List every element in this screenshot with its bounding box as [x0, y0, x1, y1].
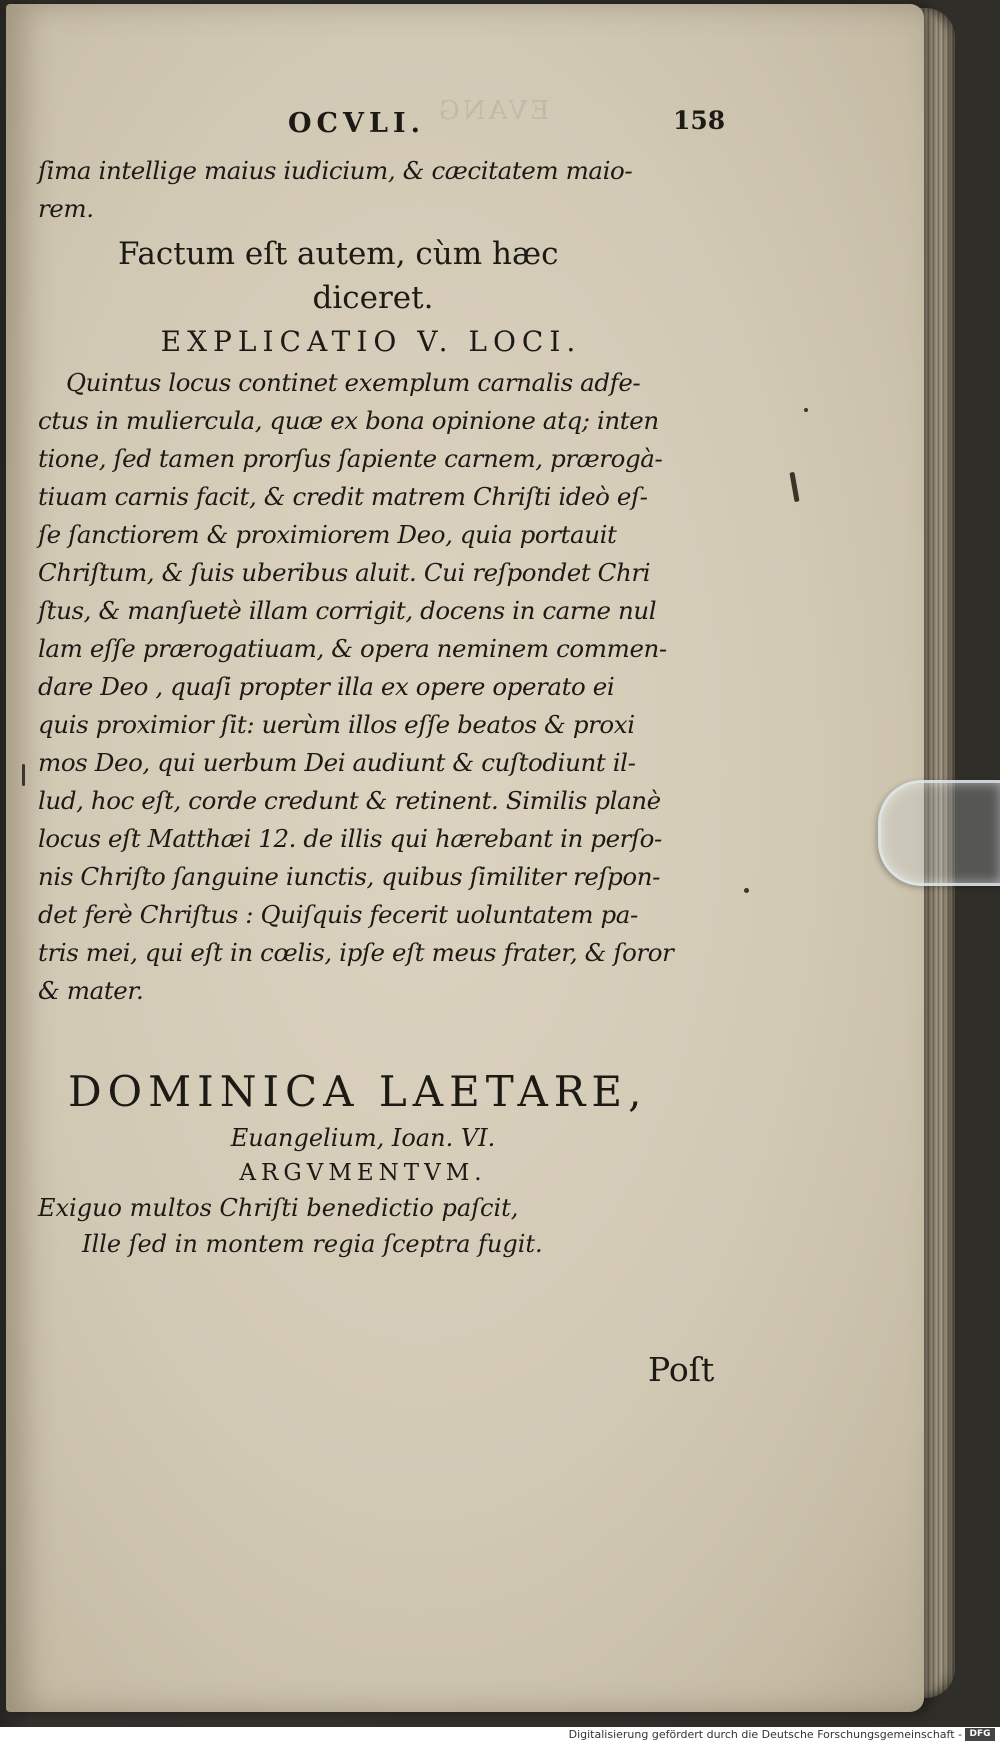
text-line: lam eſſe prærogatiuam, & opera neminem commen-: [38, 634, 667, 663]
text-line: mos Deo, qui uerbum Dei audiunt & cuſtodiunt il-: [38, 748, 636, 777]
text-line: quis proximior ſit: uerùm illos eſſe beatos & proxi: [38, 710, 635, 739]
page-clip: [878, 780, 1000, 886]
page-text-block: [38, 108, 728, 1262]
text-line: det ferè Chriſtus : Quiſquis fecerit uoluntatem pa-: [38, 900, 638, 929]
section-title: EXPLICATIO V. LOCI.: [160, 325, 582, 358]
margin-mark: [744, 888, 749, 893]
page-number: 158: [673, 106, 726, 135]
margin-mark: [22, 764, 25, 786]
gospel-reference: Euangelium, Ioan. VI.: [230, 1124, 496, 1152]
text-line: ſe ſanctiorem & proximiorem Deo, quia portauit: [38, 520, 617, 549]
footer-bar: [0, 1727, 1000, 1743]
text-line: ctus in muliercula, quæ ex bona opinione atq; inten: [38, 406, 659, 435]
text-line: tione, ſed tamen prorſus ſapiente carnem, prærogà-: [38, 444, 663, 473]
dfg-logo: DFG: [965, 1728, 995, 1741]
text-line: tris mei, qui eſt in cœlis, ipſe eſt meus frater, & ſoror: [38, 938, 674, 967]
show-through: EVANG: [436, 96, 550, 126]
text-line: tiuam carnis facit, & credit matrem Chriſti ideò eſ-: [38, 482, 648, 511]
running-head-title: OCVLI.: [288, 108, 425, 139]
catchword: Poſt: [648, 1350, 715, 1389]
margin-mark: [804, 408, 808, 412]
text-line: Quintus locus continet exemplum carnalis adfe-: [66, 368, 641, 397]
dominica-title: DOMINICA LAETARE,: [68, 1067, 648, 1116]
text-line: & mater.: [38, 976, 144, 1005]
text-line: rem.: [38, 194, 94, 223]
text-line: nis Chriſto ſanguine iunctis, quibus ſimiliter reſpon-: [38, 862, 661, 891]
text-line: dare Deo , quaſi propter illa ex opere operato ei: [38, 672, 615, 701]
text-line: lud, hoc eſt, corde credunt & retinent. Similis planè: [38, 786, 661, 815]
text-line: ſima intellige maius iudicium, & cæcitatem maio-: [38, 156, 633, 185]
verse-line-2: Ille ſed in montem regia ſceptra fugit.: [82, 1230, 543, 1258]
text-line: ſtus, & manſuetè illam corrigit, docens in carne nul: [38, 596, 657, 625]
text-line: Chriſtum, & ſuis uberibus aluit. Cui reſpondet Chri: [38, 558, 651, 587]
text-line: locus eſt Matthæi 12. de illis qui hærebant in perſo-: [38, 824, 662, 853]
funding-credit: Digitalisierung gefördert durch die Deutsche Forschungsgemeinschaft -: [568, 1728, 962, 1741]
argument-title: ARGVMENTVM.: [239, 1160, 487, 1186]
verse-line-1: Exiguo multos Chriſti benedictio paſcit,: [38, 1194, 519, 1222]
running-head: [38, 108, 728, 152]
gospel-heading-line-1: Factum eſt autem, cùm hæc: [118, 236, 559, 272]
gospel-heading-line-2: diceret.: [312, 280, 434, 316]
